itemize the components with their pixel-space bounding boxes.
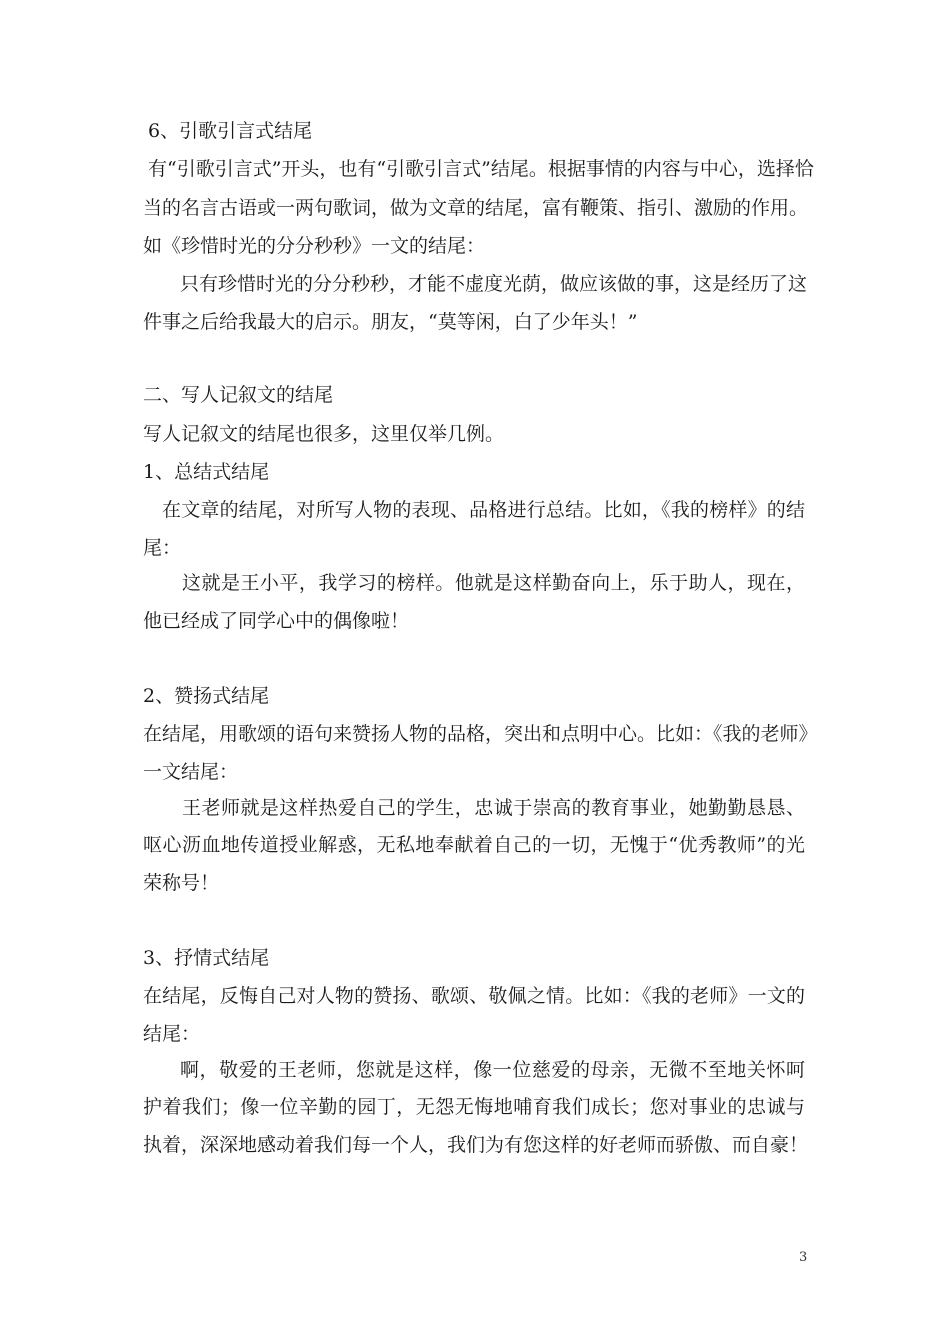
example-line: 这就是王小平，我学习的榜样。他就是这样勤奋向上，乐于助人，现在， — [182, 572, 805, 594]
paragraph-line: 一文结尾： — [143, 761, 239, 783]
paragraph-line: 当的名言古语或一两句歌词，做为文章的结尾，富有鞭策、指引、激励的作用。 — [143, 197, 809, 219]
paragraph-line: 有“引歌引言式”开头，也有“引歌引言式”结尾。根据事情的内容与中心，选择恰 — [148, 158, 814, 180]
section-heading: 2、赞扬式结尾 — [143, 685, 270, 707]
page-number: 3 — [799, 1250, 808, 1265]
example-line: 只有珍惜时光的分分秒秒，才能不虚度光荫，做应该做的事，这是经历了这 — [180, 273, 808, 295]
part-heading: 二、写人记叙文的结尾 — [143, 384, 334, 406]
example-line: 呕心沥血地传道授业解惑，无私地奉献着自己的一切，无愧于“优秀教师”的光 — [143, 834, 805, 856]
example-line: 王老师就是这样热爱自己的学生，忠诚于崇高的教育事业，她勤勤恳恳、 — [182, 797, 805, 819]
example-line: 他已经成了同学心中的偶像啦！ — [143, 610, 410, 632]
example-line: 件事之后给我最大的启示。朋友，“莫等闲，白了少年头！” — [143, 311, 638, 333]
part-intro: 写人记叙文的结尾也很多，这里仅举几例。 — [143, 423, 505, 445]
paragraph-line: 在结尾，反悔自己对人物的赞扬、歌颂、敬佩之情。比如：《我的老师》一文的 — [143, 985, 805, 1007]
paragraph-line: 尾： — [143, 537, 182, 559]
paragraph-line: 在结尾，用歌颂的语句来赞扬人物的品格，突出和点明中心。比如：《我的老师》 — [143, 723, 818, 745]
example-line: 荣称号！ — [143, 872, 220, 894]
paragraph-line: 结尾： — [143, 1023, 201, 1045]
paragraph-line: 在文章的结尾，对所写人物的表现、品格进行总结。比如，《我的榜样》的结 — [162, 499, 805, 521]
section-heading: 6、引歌引言式结尾 — [148, 120, 313, 142]
example-line: 执着，深深地感动着我们每一个人，我们为有您这样的好老师而骄傲、而自豪！ — [143, 1134, 809, 1156]
section-heading: 3、抒情式结尾 — [143, 947, 270, 969]
example-line: 啊，敬爱的王老师，您就是这样，像一位慈爱的母亲，无微不至地关怀呵 — [180, 1059, 805, 1081]
paragraph-line: 如《珍惜时光的分分秒秒》一文的结尾： — [143, 235, 486, 257]
example-line: 护着我们；像一位辛勤的园丁，无怨无悔地哺育我们成长；您对事业的忠诚与 — [143, 1096, 805, 1118]
section-heading: 1、总结式结尾 — [143, 461, 270, 483]
